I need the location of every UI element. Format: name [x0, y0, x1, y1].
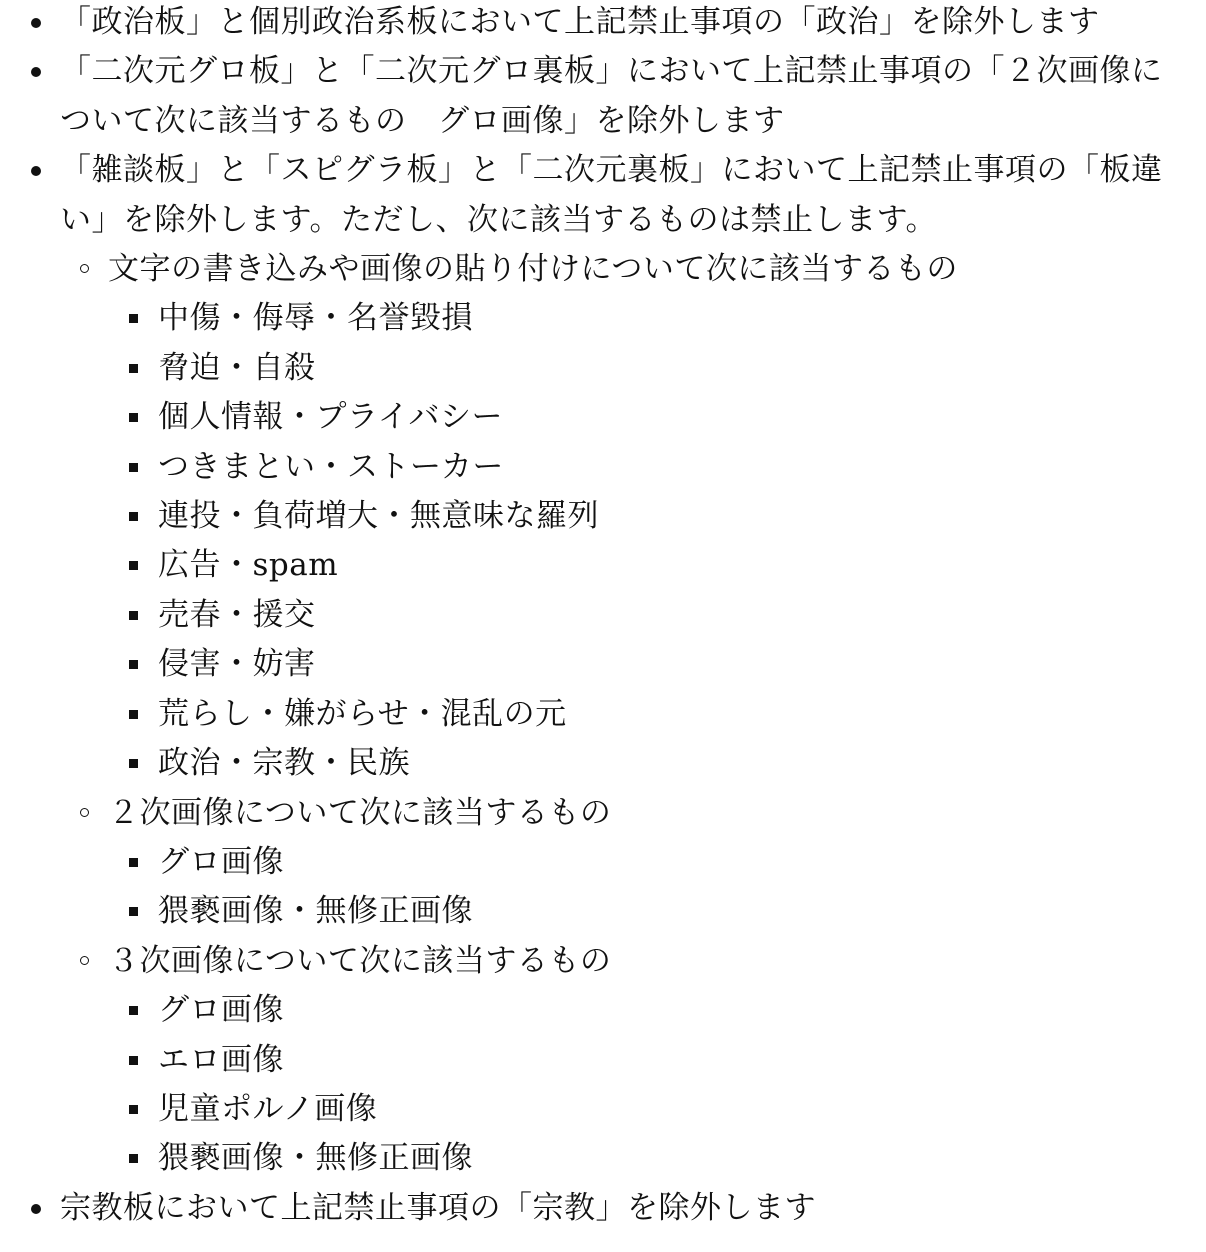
sub-rule-text: 文字の書き込みや画像の貼り付けについて次に該当するもの — [108, 251, 958, 288]
item-text: 広告・spam — [158, 547, 339, 584]
item-text: 猥褻画像・無修正画像 — [158, 893, 473, 930]
rule-item-nijigen-guro — [0, 47, 1184, 146]
prohibited-items-list — [108, 986, 1184, 1184]
item-text: 個人情報・プライバシー — [158, 399, 503, 436]
bullet-square-icon — [129, 660, 138, 669]
bullet-square-icon — [129, 759, 138, 768]
bullet-square-icon — [129, 561, 138, 570]
item-text: 猥褻画像・無修正画像 — [158, 1140, 473, 1177]
list-item — [108, 690, 1184, 739]
rule-item-politics — [0, 0, 1184, 47]
rule-text: 「二次元グロ板」と「二次元グロ裏板」において上記禁止事項の「２次画像について次に該当するもの グロ画像」を除外します — [60, 53, 1163, 139]
list-item — [108, 1036, 1184, 1085]
list-item — [108, 887, 1184, 936]
bullet-circle-icon — [80, 956, 89, 965]
bullet-square-icon — [129, 463, 138, 472]
rule-text: 宗教板において上記禁止事項の「宗教」を除外します — [60, 1189, 816, 1226]
item-text: 売春・援交 — [158, 596, 316, 633]
sub-rule-text: ２次画像について次に該当するもの — [108, 794, 612, 831]
bullet-square-icon — [129, 413, 138, 422]
rule-text: 「政治板」と個別政治系板において上記禁止事項の「政治」を除外します — [60, 4, 1100, 40]
prohibited-items-list — [108, 838, 1184, 937]
item-text: つきまとい・ストーカー — [158, 448, 504, 485]
bullet-disc-icon — [31, 1204, 41, 1214]
bullet-disc-icon — [31, 166, 41, 176]
rule-item-zatsudan — [0, 146, 1184, 1184]
item-text: 侵害・妨害 — [158, 646, 316, 683]
list-item — [108, 1134, 1184, 1183]
list-item — [108, 591, 1184, 640]
list-item — [108, 393, 1184, 442]
item-text: 連投・負荷増大・無意味な羅列 — [158, 498, 599, 535]
sub-rule-text: ３次画像について次に該当するもの — [108, 942, 612, 979]
sub-rule-item-3d-images — [60, 937, 1184, 1184]
list-item — [108, 294, 1184, 343]
bullet-square-icon — [129, 1056, 138, 1065]
item-text: グロ画像 — [158, 843, 284, 880]
list-item — [108, 838, 1184, 887]
prohibited-items-list — [108, 294, 1184, 788]
list-item — [108, 640, 1184, 689]
bullet-square-icon — [129, 1154, 138, 1163]
rule-text: 「雑談板」と「スピグラ板」と「二次元裏板」において上記禁止事項の「板違い」を除外します。ただし、次に該当するものは禁止します。 — [60, 152, 1163, 238]
list-item — [108, 739, 1184, 788]
bullet-circle-icon — [80, 808, 89, 817]
list-item — [108, 541, 1184, 590]
item-text: エロ画像 — [158, 1041, 284, 1078]
bullet-square-icon — [129, 1105, 138, 1114]
bullet-disc-icon — [31, 67, 41, 77]
bullet-square-icon — [129, 512, 138, 521]
list-item — [108, 986, 1184, 1035]
sub-rule-item-text-posting — [60, 245, 1184, 788]
list-item — [108, 344, 1184, 393]
bullet-square-icon — [129, 907, 138, 916]
list-item — [108, 492, 1184, 541]
bullet-square-icon — [129, 364, 138, 373]
list-item — [108, 443, 1184, 492]
bullet-square-icon — [129, 611, 138, 620]
bullet-square-icon — [129, 710, 138, 719]
item-text: 政治・宗教・民族 — [158, 745, 410, 782]
sub-rules-list — [60, 245, 1184, 1184]
sub-rule-item-2d-images — [60, 789, 1184, 937]
bullet-square-icon — [129, 858, 138, 867]
item-text: グロ画像 — [158, 992, 284, 1029]
bullet-disc-icon — [31, 18, 41, 28]
bullet-square-icon — [129, 314, 138, 323]
bullet-circle-icon — [80, 264, 89, 273]
item-text: 中傷・侮辱・名誉毀損 — [158, 300, 473, 337]
bullet-square-icon — [129, 1006, 138, 1015]
rule-item-religion — [0, 1184, 1184, 1233]
item-text: 荒らし・嫌がらせ・混乱の元 — [158, 695, 567, 732]
item-text: 脅迫・自殺 — [158, 349, 316, 386]
list-item — [108, 1085, 1184, 1134]
item-text: 児童ポルノ画像 — [158, 1090, 378, 1127]
